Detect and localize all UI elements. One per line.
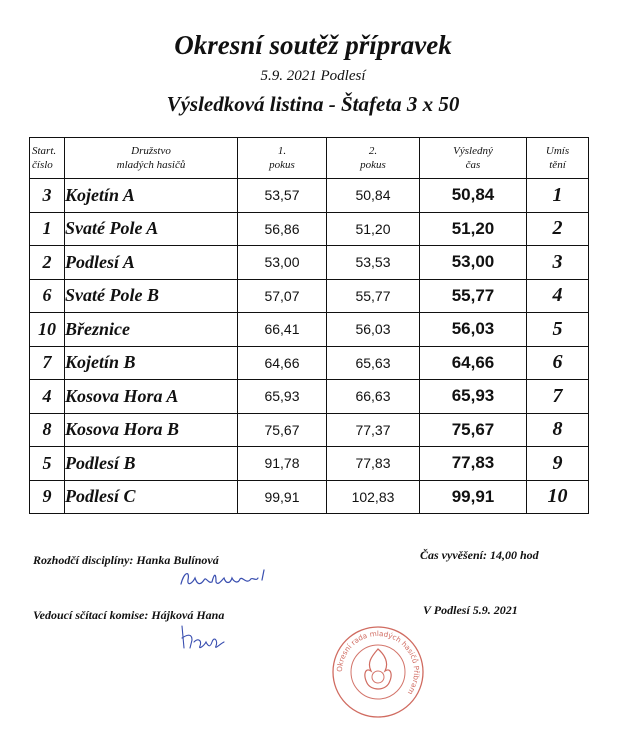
- team-name-cell: Kojetín A: [65, 179, 238, 213]
- team-name-cell: Podlesí B: [65, 447, 238, 481]
- table-row: [30, 447, 589, 481]
- try-1-cell: 53,00: [238, 246, 327, 280]
- try-1-cell: 91,78: [238, 447, 327, 481]
- place-cell: 8: [527, 413, 589, 447]
- place-cell: 7: [527, 380, 589, 414]
- place-cell: 9: [527, 447, 589, 481]
- start-number-cell: 3: [30, 179, 65, 213]
- try-2-cell: 50,84: [327, 179, 420, 213]
- try-2-cell: 55,77: [327, 279, 420, 313]
- posting-time: Čas vyvěšení: 14,00 hod: [420, 548, 539, 562]
- try-2-cell: 65,63: [327, 346, 420, 380]
- col-place: Umís tění: [527, 138, 589, 179]
- start-number-cell: 8: [30, 413, 65, 447]
- start-number-cell: 2: [30, 246, 65, 280]
- try-2-cell: 53,53: [327, 246, 420, 280]
- start-number-cell: 4: [30, 380, 65, 414]
- results-table: [29, 137, 589, 514]
- results-heading: Výsledková listina - Štafeta 3 x 50: [166, 92, 460, 116]
- commission-label: Vedoucí sčítací komise: Hájková Hana: [33, 608, 225, 622]
- table-row: [30, 179, 589, 213]
- place-cell: 4: [527, 279, 589, 313]
- page-title: Okresní soutěž přípravek: [174, 30, 452, 60]
- try-2-cell: 102,83: [327, 480, 420, 514]
- team-name-cell: Podlesí A: [65, 246, 238, 280]
- final-time-cell: 56,03: [420, 313, 527, 347]
- commission-signature: [178, 620, 228, 654]
- start-number-cell: 6: [30, 279, 65, 313]
- col-try-2: 2. pokus: [327, 138, 420, 179]
- start-number-cell: 9: [30, 480, 65, 514]
- try-2-cell: 56,03: [327, 313, 420, 347]
- start-number-cell: 5: [30, 447, 65, 481]
- team-name-cell: Svaté Pole B: [65, 279, 238, 313]
- try-2-cell: 77,37: [327, 413, 420, 447]
- team-name-cell: Svaté Pole A: [65, 212, 238, 246]
- referee-label: Rozhodčí disciplíny: Hanka Bulínová: [33, 553, 219, 567]
- final-time-cell: 99,91: [420, 480, 527, 514]
- try-1-cell: 53,57: [238, 179, 327, 213]
- table-row: [30, 246, 589, 280]
- place-cell: 3: [527, 246, 589, 280]
- final-time-cell: 64,66: [420, 346, 527, 380]
- place-cell: 5: [527, 313, 589, 347]
- table-row: [30, 313, 589, 347]
- start-number-cell: 1: [30, 212, 65, 246]
- team-name-cell: Kosova Hora A: [65, 380, 238, 414]
- try-2-cell: 66,63: [327, 380, 420, 414]
- team-name-cell: Kosova Hora B: [65, 413, 238, 447]
- try-1-cell: 65,93: [238, 380, 327, 414]
- table-row: [30, 212, 589, 246]
- event-date-place: 5.9. 2021 Podlesí: [260, 68, 366, 84]
- final-time-cell: 65,93: [420, 380, 527, 414]
- final-time-cell: 51,20: [420, 212, 527, 246]
- try-1-cell: 75,67: [238, 413, 327, 447]
- try-1-cell: 99,91: [238, 480, 327, 514]
- final-time-cell: 53,00: [420, 246, 527, 280]
- table-row: [30, 480, 589, 514]
- team-name-cell: Kojetín B: [65, 346, 238, 380]
- referee-signature: [178, 566, 274, 592]
- team-name-cell: Březnice: [65, 313, 238, 347]
- try-2-cell: 51,20: [327, 212, 420, 246]
- col-start-number: Start. číslo: [30, 138, 65, 179]
- place-cell: 1: [527, 179, 589, 213]
- table-row: [30, 346, 589, 380]
- table-row: [30, 279, 589, 313]
- try-1-cell: 66,41: [238, 313, 327, 347]
- start-number-cell: 10: [30, 313, 65, 347]
- place-cell: 2: [527, 212, 589, 246]
- official-stamp: [331, 625, 425, 719]
- final-time-cell: 75,67: [420, 413, 527, 447]
- table-row: [30, 380, 589, 414]
- col-final-time: Výsledný čas: [420, 138, 527, 179]
- try-2-cell: 77,83: [327, 447, 420, 481]
- stamp-text: Okresní rada mladých hasičů Příbram: [334, 628, 422, 697]
- table-row: [30, 413, 589, 447]
- try-1-cell: 56,86: [238, 212, 327, 246]
- place-cell: 6: [527, 346, 589, 380]
- table-header-row: [30, 138, 589, 179]
- start-number-cell: 7: [30, 346, 65, 380]
- try-1-cell: 64,66: [238, 346, 327, 380]
- final-time-cell: 77,83: [420, 447, 527, 481]
- final-time-cell: 50,84: [420, 179, 527, 213]
- team-name-cell: Podlesí C: [65, 480, 238, 514]
- final-time-cell: 55,77: [420, 279, 527, 313]
- try-1-cell: 57,07: [238, 279, 327, 313]
- col-try-1: 1. pokus: [238, 138, 327, 179]
- col-team: Družstvo mladých hasičů: [65, 138, 238, 179]
- place-cell: 10: [527, 480, 589, 514]
- place-and-date: V Podlesí 5.9. 2021: [423, 603, 518, 617]
